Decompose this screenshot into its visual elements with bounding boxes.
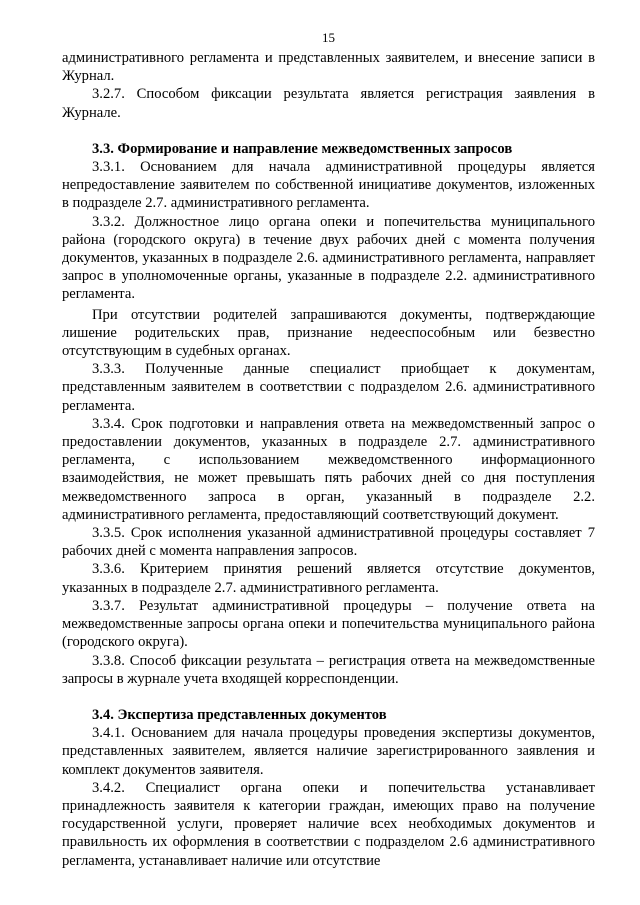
section-heading-3-3: 3.3. Формирование и направление межведомственных запросов xyxy=(92,140,513,157)
paragraph-parents-absence: При отсутствии родителей запрашиваются документы, подтверждающие лишение родительских прав, признание недееспособным или безвестно отсутствующим в судебных органах. xyxy=(62,306,595,360)
paragraph-3-3-3: 3.3.3. Полученные данные специалист приобщает к документам, представленным заявителем в соответствии с подразделом 2.6. административного регламента. xyxy=(62,361,595,414)
section-spacer xyxy=(62,122,595,140)
section-heading-3-4: 3.4. Экспертиза представленных документов xyxy=(92,706,387,723)
paragraph-3-3-1: 3.3.1. Основанием для начала административной процедуры является непредоставление заявителем по собственной инициативе документов, изложенных в подразделе 2.7. административного регламента. xyxy=(62,159,595,212)
section-spacer xyxy=(62,688,595,706)
paragraph-3-4-1: 3.4.1. Основанием для начала процедуры проведения экспертизы документов, представленных заявителем, является наличие зарегистрированного заявления и комплект документов заявителя. xyxy=(62,725,595,778)
document-page xyxy=(62,30,595,870)
paragraph-3-3-8: 3.3.8. Способ фиксации результата – регистрация ответа на межведомственные запросы в журнале учета входящей корреспонденции. xyxy=(62,652,595,687)
paragraph-3-3-7: 3.3.7. Результат административной процедуры – получение ответа на межведомственные запросы органа опеки и попечительства муниципального района (городского округа). xyxy=(62,597,595,651)
page-number: 15 xyxy=(322,30,335,45)
paragraph-3-3-6: 3.3.6. Критерием принятия решений является отсутствие документов, указанных в подразделе 2.7. административного регламента. xyxy=(62,561,595,596)
paragraph-3-3-5: 3.3.5. Срок исполнения указанной административной процедуры составляет 7 рабочих дней с момента направления запросов. xyxy=(62,525,595,560)
paragraph-3-3-4: 3.3.4. Срок подготовки и направления ответа на межведомственный запрос о предоставлении документов, указанных в подразделе 2.7. административного регламента, с использованием межведомственного информационного взаимодействия, не может превышать пять рабочих дней со дня поступления межведомственного запроса в орган, указанный в подразделе 2.2. административного регламента, предоставляющий соответствующий документ. xyxy=(62,415,595,523)
paragraph-3-2-7: 3.2.7. Способом фиксации результата является регистрация заявления в Журнале. xyxy=(62,86,595,121)
paragraph-3-3-2: 3.3.2. Должностное лицо органа опеки и попечительства муниципального района (городского округа) в течение двух рабочих дней с момента получения документов, указанных в подразделе 2.6. административного регламента, направляет запрос в уполномоченные органы, указанные в подразделе 2.2. административного регламента. xyxy=(62,213,595,303)
paragraph-3-2-6-end: административного регламента и представленных заявителем, и внесение записи в Журнал. xyxy=(62,50,595,85)
paragraph-3-4-2: 3.4.2. Специалист органа опеки и попечительства устанавливает принадлежность заявителя к категории граждан, имеющих право на получение государственной услуги, проверяет наличие всех необходимых документов и правильность их оформления в соответствии с подразделом 2.6 административного регламента, устанавливает наличие или отсутствие xyxy=(62,779,595,869)
